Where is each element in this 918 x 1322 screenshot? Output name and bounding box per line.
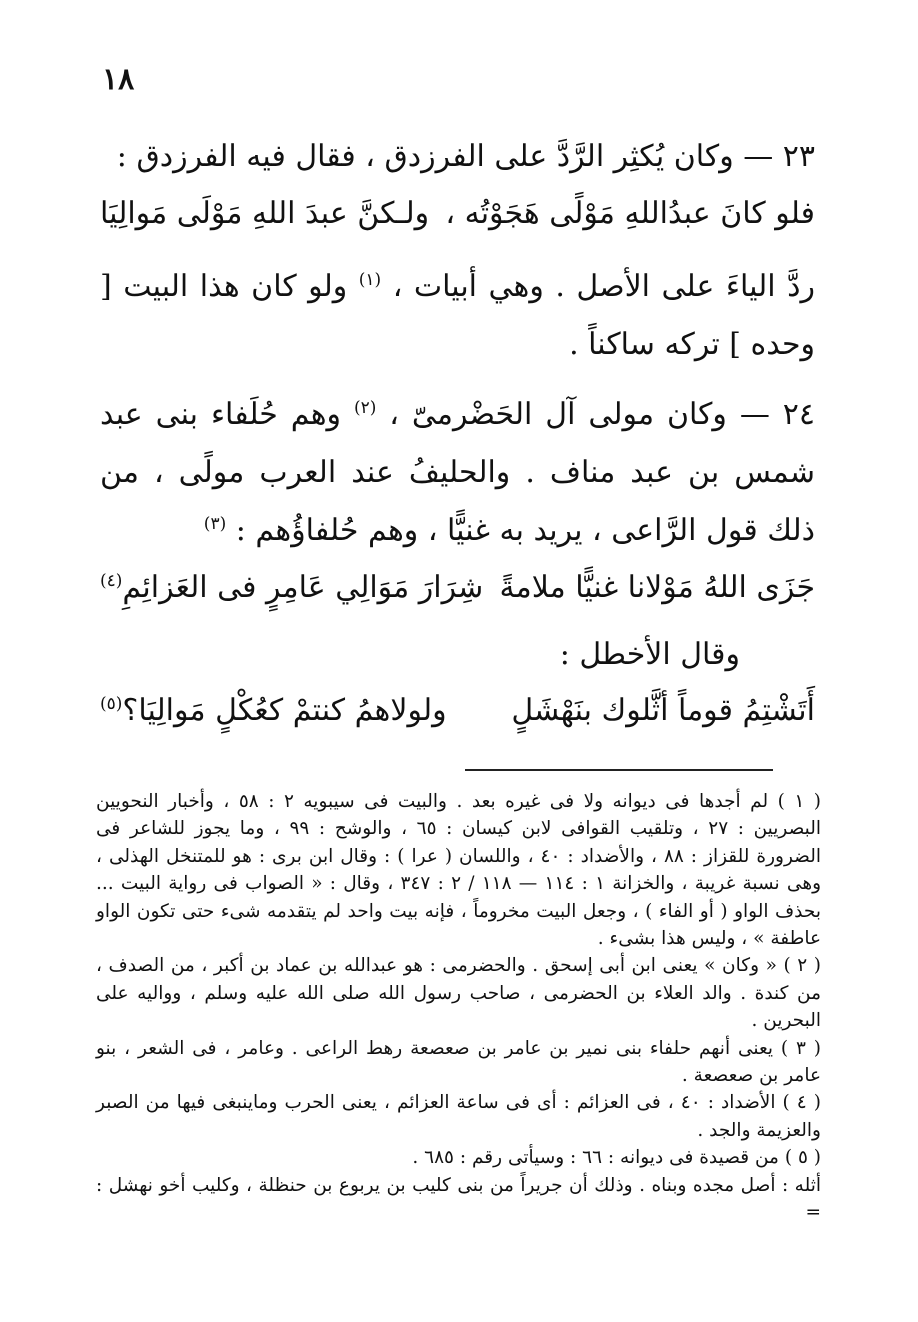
verse-hemistich-first: أَتَشْتِمُ قوماً أثَّلوك بنَهْشَلٍ (511, 693, 815, 728)
rai-verse (100, 570, 815, 620)
akhtal-verse (100, 693, 815, 743)
farazdaq-verse (100, 196, 815, 246)
verse-hemistich-first: جَزَى اللهُ مَوْلانا غنيًّا ملامةً (499, 570, 815, 605)
footnote-ref-1: (١) (358, 270, 382, 290)
footnote-ref-2: (٢) (353, 398, 377, 418)
entry-23-line: ٢٣ — وكان يُكثِر الرَّدَّ على الفرزدق ، فقال فيه الفرزدق : (116, 139, 815, 174)
commentary-text-after: ولو كان هذا البيت [ وحده ] تركه ساكناً . (100, 269, 815, 362)
footnote-divider (465, 769, 773, 771)
footnotes (96, 788, 821, 1227)
verse-hemistich-second: شِرَارَ مَوَالِي عَامِرٍ فى العَزائِمِ (122, 570, 484, 605)
footnote-5: ( ٥ ) من قصيدة فى ديوانه : ٦٦ : وسيأتى رقم : ٦٨٥ . (412, 1147, 821, 1169)
entry-24-paragraph (100, 386, 815, 560)
footnote-3: ( ٣ ) يعنى أنهم حلفاء بنى نمير بن عامر بن صعصعة رهط الراعى . وعامر ، فى الشعر ، بنو عامر بن صعصعة . (96, 1037, 821, 1087)
footnote-ref-5: (٥) (100, 694, 123, 714)
footnote-5-continuation: أثله : أصل مجده وبناه . وذلك أن جريراً من بنى كليب بن يربوع بن حنظلة ، وكليب أخو نهشل : = (96, 1174, 821, 1224)
page-number: ١٨ (102, 62, 135, 97)
footnote-ref-4: (٤) (100, 571, 123, 591)
footnote-ref-3: (٣) (203, 514, 227, 534)
verse-hemistich-second-wrap (100, 693, 447, 728)
entry-23-intro (100, 128, 815, 186)
footnote-1: ( ١ ) لم أجدها فى ديوانه ولا فى غيره بعد . والبيت فى سيبويه ٢ : ٥٨ ، وأخبار النحويين البصريين : ٢٧ ، وتلقيب القوافى لابن كيسان : ٦٥ ، والوشح : ٩٩ ، وما يجوز للشاعر فى الضرورة للقزاز : ٨٨ ، والأضداد : ٤٠ ، واللسان ( عرا ) : وقال ابن برى : هو للمتنخل الهذلى ، وهى نسبة غريبة ، والخزانة ١ : ١١٤ — ١١٨ / ٢ : ٣٤٧ ، وقال : « الصواب فى رواية البيت ... بحذف الواو ( أو الفاء ) ، وجعل البيت مخروماً ، فإنه بيت واحد لم يتقدمه شىء حتى تكون الواو عاطفة » ، وليس هذا بشىء . (96, 791, 822, 950)
footnote-2: ( ٢ ) « وكان » يعنى ابن أبى إسحق . والحضرمى : هو عبدالله بن عماد بن أكبر ، من الصدف ، من كندة . والد العلاء بن الحضرمى ، صاحب رسول الله صلى الله عليه وسلم ، وواليه على البحرين . (96, 955, 821, 1032)
verse-hemistich-second: ولـكنَّ عبدَ اللهِ مَوْلَى مَوالِيَا (100, 196, 430, 231)
entry-23-commentary (100, 258, 815, 374)
verse-hemistich-first: فلو كانَ عبدُاللهِ مَوْلًى هَجَوْتُه ، (445, 196, 815, 231)
akhtal-intro: وقال الأخطل : (559, 637, 740, 672)
verse-hemistich-second: ولولاهمُ كنتمْ كعُكْلٍ مَوالِيَا؟ (122, 693, 447, 728)
verse-hemistich-second-wrap (100, 570, 483, 605)
footnote-4: ( ٤ ) الأضداد : ٤٠ ، فى العزائم : أى فى ساعة العزائم ، يعنى الحرب وماينبغى فيها من الصبر والعزيمة والجد . (96, 1092, 821, 1141)
entry-24-text-b: وهم حُلَفاء بنى عبد شمس بن عبد مناف . والحليفُ عند العرب مولًى ، من ذلك قول الرَّاعى ، يريد به غنيًّا ، وهم حُلفاؤُهم : (100, 397, 815, 548)
entry-24-text-a: ٢٤ — وكان مولى آل الحَضْرمىّ ، (389, 397, 815, 432)
commentary-text-before: ردَّ الياءَ على الأصل . وهي أبيات ، (392, 269, 815, 304)
